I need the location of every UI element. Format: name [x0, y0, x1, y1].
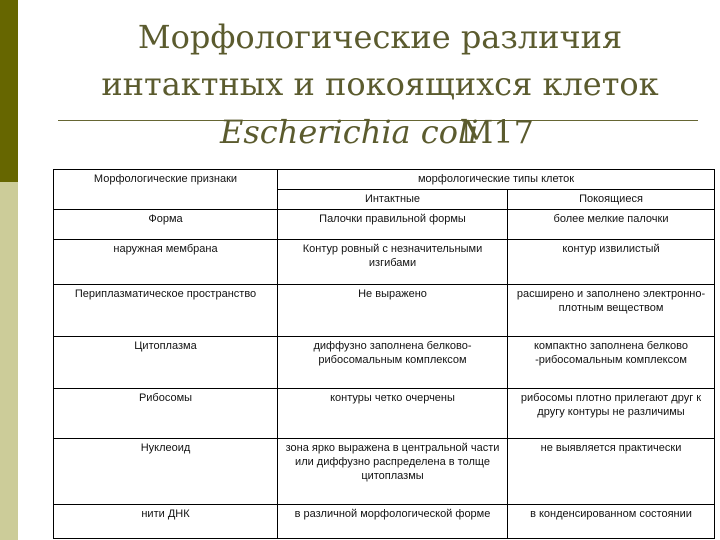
intact-cell: диффузно заполнена белково-рибосомальным комплексом — [278, 337, 508, 389]
header-dormant: Покоящиеся — [508, 190, 715, 210]
table-row — [54, 505, 715, 539]
dormant-cell: компактно заполнена белково -рибосомальным комплексом — [508, 337, 715, 389]
intact-cell: Палочки правильной формы — [278, 210, 508, 240]
feature-cell: Форма — [54, 210, 278, 240]
table-row — [54, 210, 715, 240]
dormant-cell: в конденсированном состоянии — [508, 505, 715, 539]
slide-title-line-2: интактных и покоящихся клеток — [101, 65, 659, 103]
feature-cell: Цитоплазма — [54, 337, 278, 389]
header-cell-types: морфологические типы клеток — [278, 170, 715, 190]
intact-cell: Контур ровный с незначительными изгибами — [278, 240, 508, 285]
intact-cell: контуры четко очерчены — [278, 389, 508, 439]
table-row — [54, 240, 715, 285]
feature-cell: Нуклеоид — [54, 439, 278, 505]
species-name: Escherichia coli — [220, 113, 479, 151]
strain-name: M17 — [460, 113, 534, 151]
dormant-cell: более мелкие палочки — [508, 210, 715, 240]
dormant-cell: рибосомы плотно прилегают друг к другу контуры не различимы — [508, 389, 715, 439]
table-row — [54, 285, 715, 337]
dormant-cell: не выявляется практически — [508, 439, 715, 505]
table-row — [54, 439, 715, 505]
table-row — [54, 389, 715, 439]
header-feature: Морфологические признаки — [54, 170, 278, 210]
feature-cell: Периплазматическое пространство — [54, 285, 278, 337]
slide-title-line-1: Морфологические различия — [137, 18, 623, 56]
table-header-row — [54, 170, 715, 190]
slide-title-line-3 — [220, 113, 534, 151]
feature-cell: нити ДНК — [54, 505, 278, 539]
dormant-cell: расширено и заполнено электронно-плотным веществом — [508, 285, 715, 337]
intact-cell: Не выражено — [278, 285, 508, 337]
side-bar-accent — [0, 0, 18, 182]
feature-cell: Рибосомы — [54, 389, 278, 439]
feature-cell: наружная мембрана — [54, 240, 278, 285]
header-intact: Интактные — [278, 190, 508, 210]
comparison-table — [53, 169, 715, 539]
intact-cell: зона ярко выражена в центральной части или диффузно распределена в толще цитоплазмы — [278, 439, 508, 505]
dormant-cell: контур извилистый — [508, 240, 715, 285]
intact-cell: в различной морфологической форме — [278, 505, 508, 539]
table-row — [54, 337, 715, 389]
